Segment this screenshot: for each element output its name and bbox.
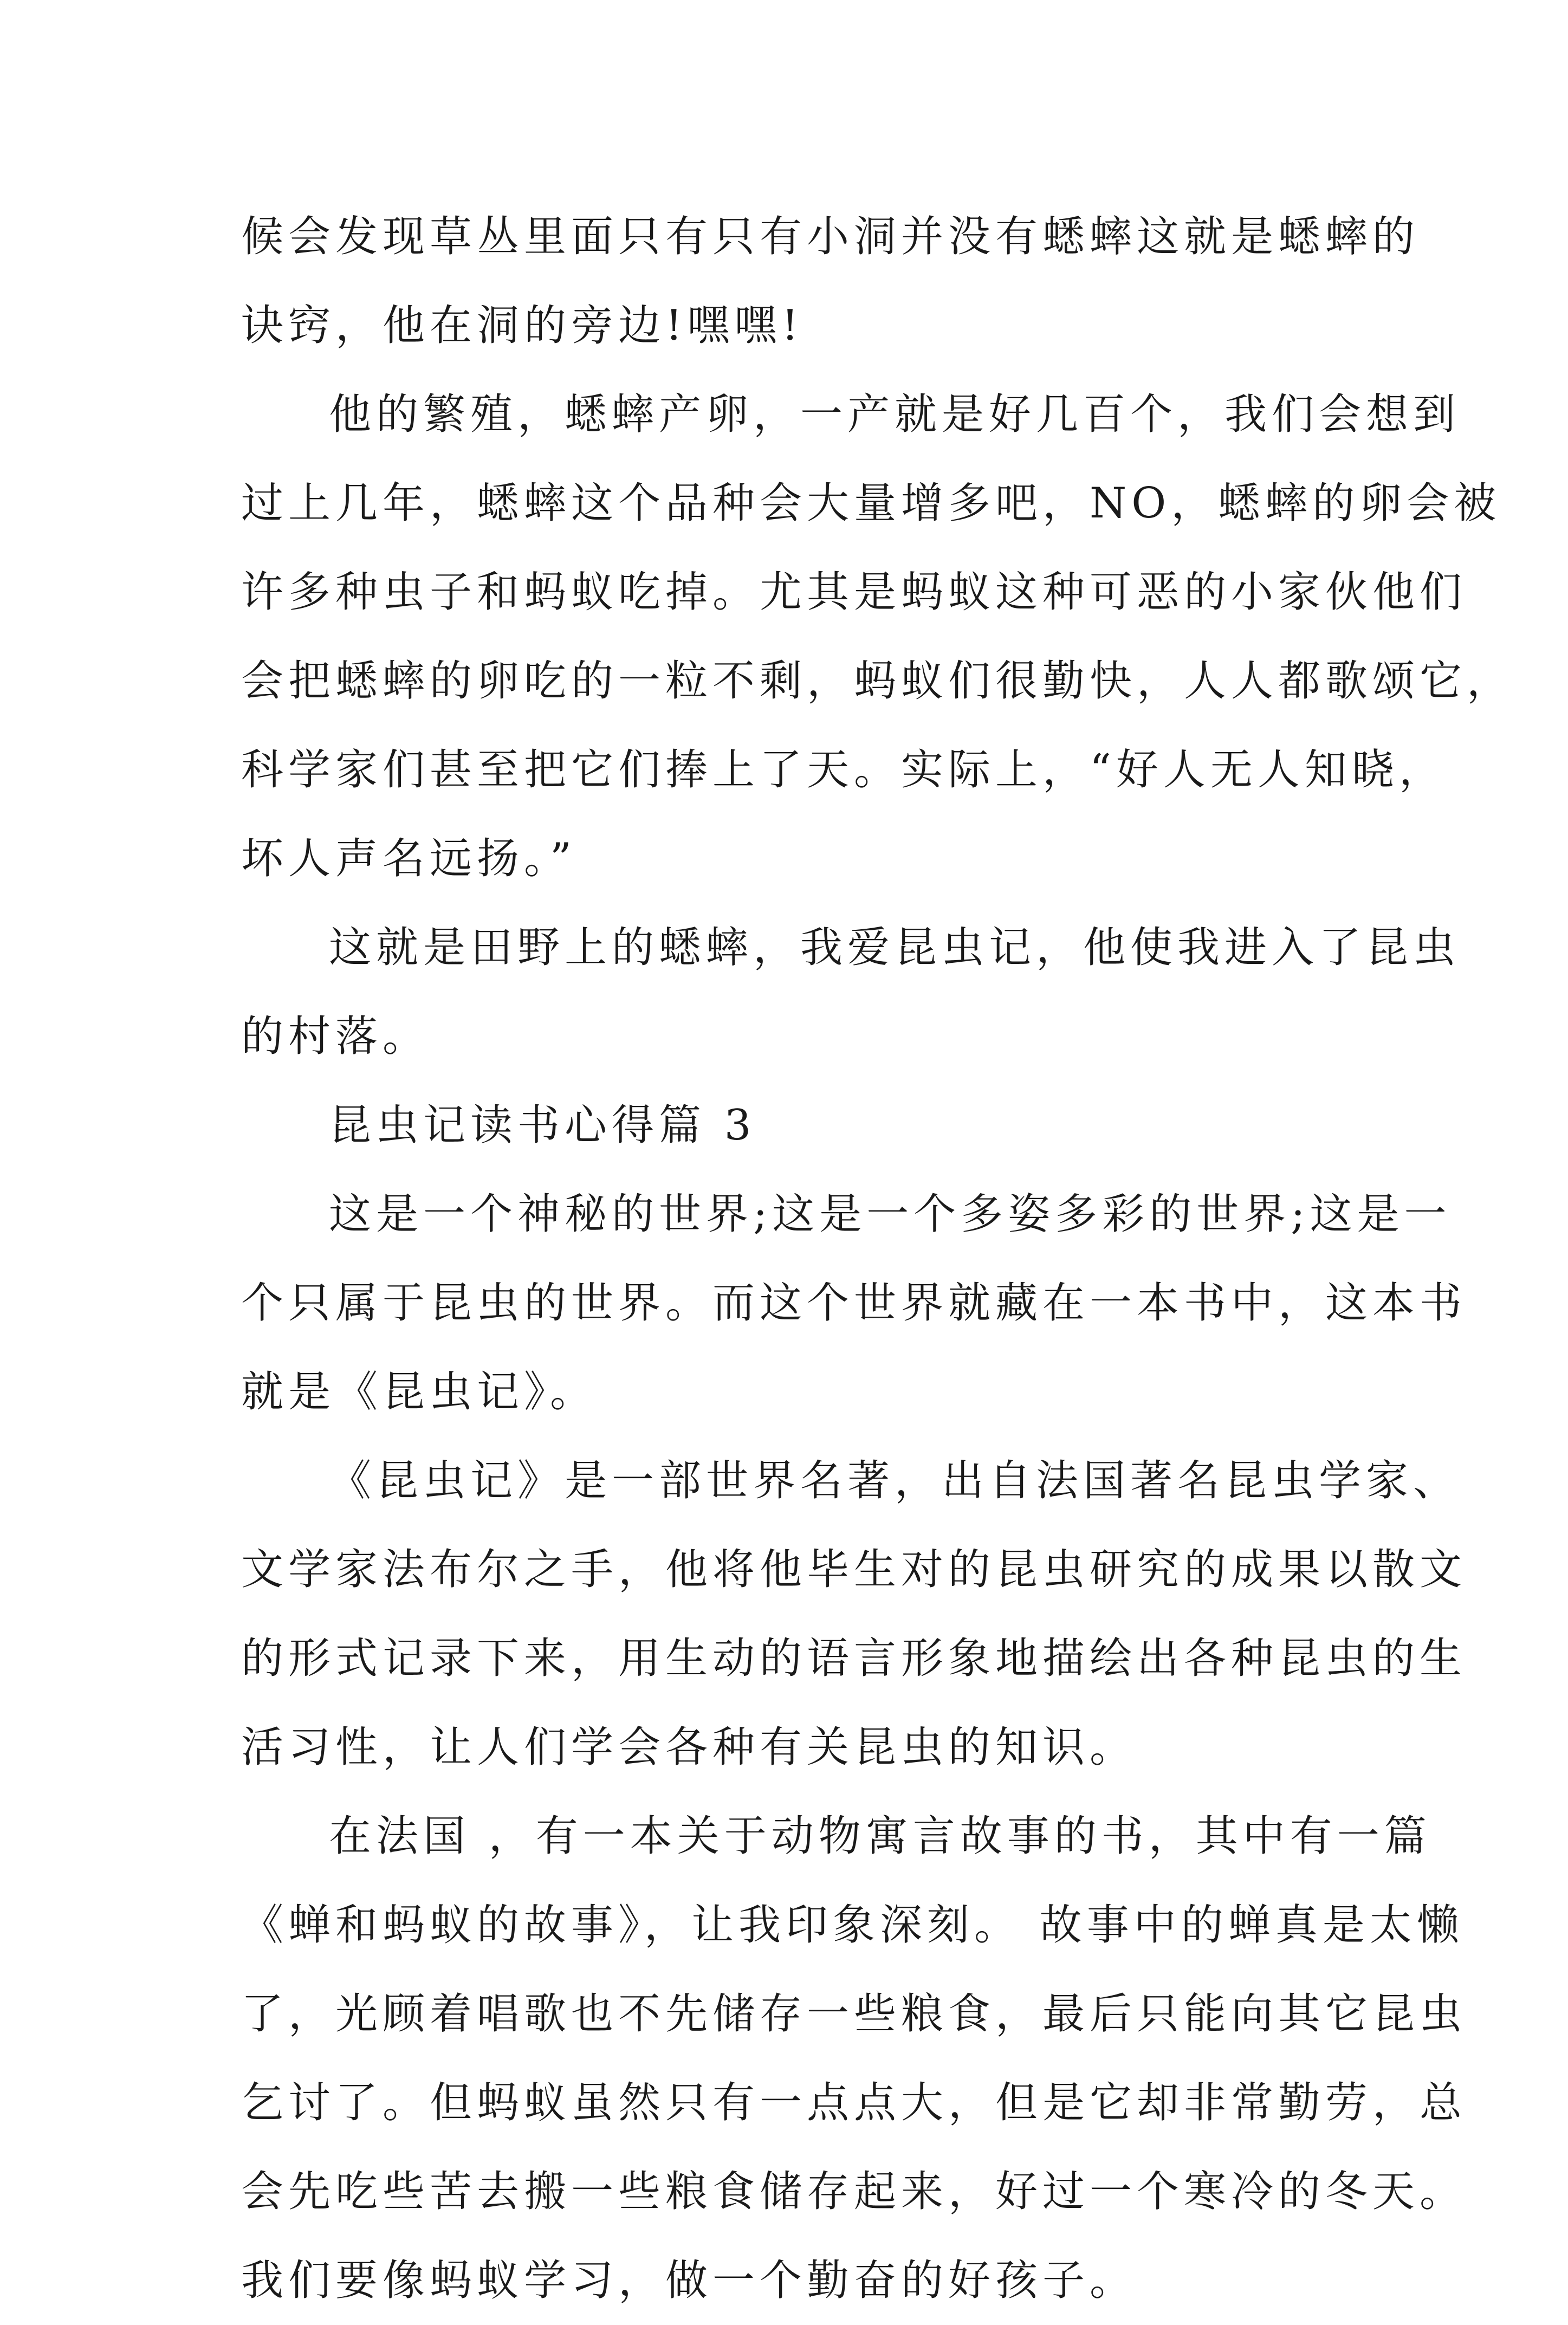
text-line: 文学家法布尔之手，他将他毕生对的昆虫研究的成果以散文: [241, 1545, 1467, 1594]
text-line: 许多种虫子和蚂蚁吃掉。尤其是蚂蚁这种可恶的小家伙他们: [241, 568, 1467, 617]
section-heading: [241, 1081, 1336, 1170]
document-body: [241, 192, 1514, 2325]
text-line: 坏人声名远扬。”: [241, 834, 576, 883]
text-line: 了，光顾着唱歌也不先储存一些粮食，最后只能向其它昆虫: [241, 1990, 1467, 2038]
section-title: 昆虫记读书心得篇 3: [329, 1101, 756, 1150]
text-line: 他的繁殖，蟋蟀产卵，一产就是好几百个，我们会想到: [329, 390, 1461, 439]
text-line: 这是一个神秘的世界;这是一个多姿多彩的世界;这是一: [329, 1190, 1452, 1239]
paragraph-2: [241, 370, 1514, 903]
text-line: 就是《昆虫记》。: [241, 1368, 598, 1416]
text-line: 活习性，让人们学会各种有关昆虫的知识。: [241, 1723, 1137, 1772]
text-line: 会把蟋蟀的卵吃的一粒不剩，蚂蚁们很勤快，人人都歌颂它，: [241, 657, 1514, 705]
text-line: 我们要像蚂蚁学习，做一个勤奋的好孩子。: [241, 2256, 1137, 2305]
text-line: 《蝉和蚂蚁的故事》，让我印象深刻。 故事中的蝉真是太懒: [241, 1901, 1464, 1950]
text-line: 个只属于昆虫的世界。而这个世界就藏在一本书中，这本书: [241, 1279, 1467, 1327]
text-line: 在法国 ，有一本关于动物寓言故事的书，其中有一篇: [329, 1812, 1431, 1861]
paragraph-5: [241, 1436, 1467, 1792]
text-line: 的村落。: [241, 1012, 430, 1061]
paragraph-3: [241, 903, 1461, 1081]
paragraph-6: [241, 1792, 1467, 2325]
text-line: 这就是田野上的蟋蟀，我爱昆虫记，他使我进入了昆虫: [329, 923, 1461, 972]
text-line: 的形式记录下来，用生动的语言形象地描绘出各种昆虫的生: [241, 1634, 1467, 1683]
text-line: 《昆虫记》是一部世界名著，出自法国著名昆虫学家、: [329, 1456, 1461, 1505]
paragraph-1: [241, 192, 1420, 370]
text-line: 诀窍，他在洞的旁边!嘿嘿!: [241, 301, 804, 350]
text-line: 候会发现草丛里面只有只有小洞并没有蟋蟀这就是蟋蟀的: [241, 212, 1420, 261]
text-line: 乞讨了。但蚂蚁虽然只有一点点大，但是它却非常勤劳，总: [241, 2078, 1467, 2127]
text-line: 会先吃些苦去搬一些粮食储存起来，好过一个寒冷的冬天。: [241, 2167, 1467, 2216]
paragraph-4: [241, 1170, 1467, 1436]
text-line: 过上几年，蟋蟀这个品种会大量增多吧，NO，蟋蟀的卵会被: [241, 479, 1501, 528]
text-line: 科学家们甚至把它们捧上了天。实际上，“好人无人知晓，: [241, 746, 1446, 794]
